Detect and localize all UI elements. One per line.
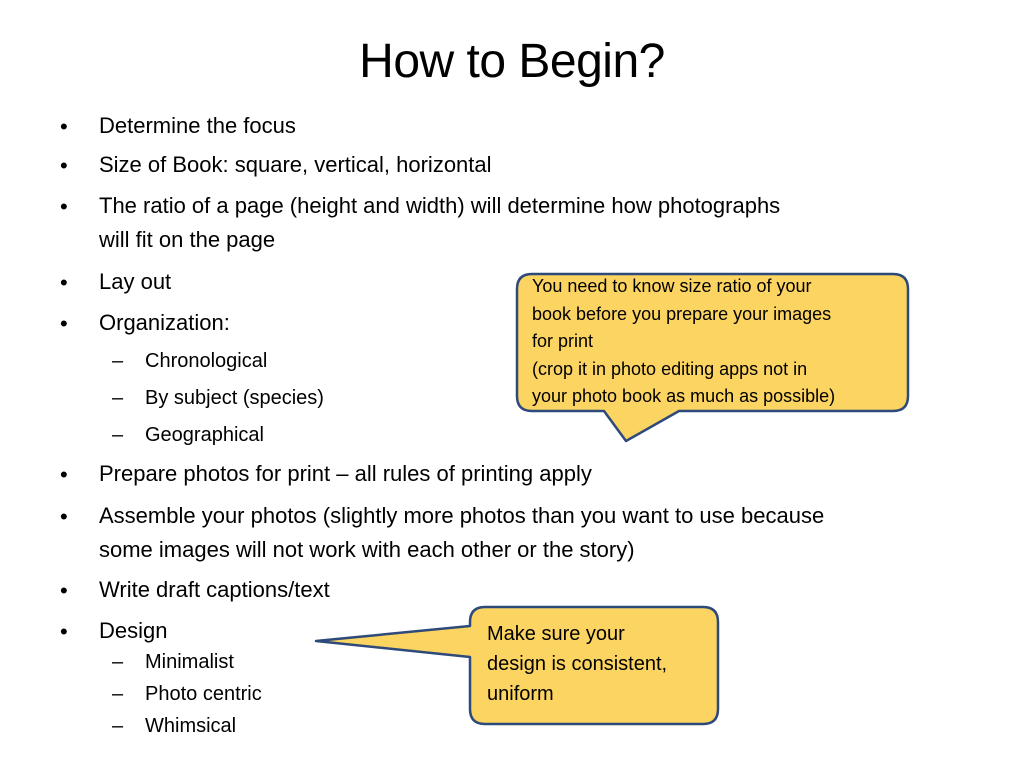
sub-item-text-by-subject: By subject (species) bbox=[145, 387, 324, 409]
bullet-text-design: Design bbox=[99, 618, 168, 643]
sub-item-text-photo-centric: Photo centric bbox=[145, 683, 262, 705]
dash-marker: – bbox=[112, 715, 124, 737]
sub-item-text-whimsical: Whimsical bbox=[145, 715, 237, 737]
bullet-marker: • bbox=[60, 619, 68, 644]
bullet-text-determine-focus: Determine the focus bbox=[99, 113, 296, 138]
sub-item-text-chronological: Chronological bbox=[145, 350, 268, 372]
callout-size-ratio-text: You need to know size ratio of your book before you prepare your images for print (crop it in photo editing apps not in your photo book as much as possible) bbox=[532, 276, 836, 406]
bullet-marker: • bbox=[60, 194, 68, 219]
bullet-text-prepare-photos: Prepare photos for print – all rules of printing apply bbox=[99, 461, 592, 486]
bullet-marker: • bbox=[60, 462, 68, 487]
dash-marker: – bbox=[112, 350, 124, 372]
bullet-marker: • bbox=[60, 114, 68, 139]
bullet-marker: • bbox=[60, 270, 68, 295]
bullet-text-write-captions: Write draft captions/text bbox=[99, 577, 330, 602]
dash-marker: – bbox=[112, 424, 124, 446]
sub-item-text-minimalist: Minimalist bbox=[145, 651, 234, 673]
bullet-marker: • bbox=[60, 504, 68, 529]
bullet-marker: • bbox=[60, 578, 68, 603]
bullet-marker: • bbox=[60, 153, 68, 178]
bullet-text-ratio-of-page: The ratio of a page (height and width) will determine how photographs will fit on the page bbox=[99, 193, 781, 252]
dash-marker: – bbox=[112, 651, 124, 673]
dash-marker: – bbox=[112, 387, 124, 409]
bullet-text-organization: Organization: bbox=[99, 310, 230, 335]
bullet-text-assemble-photos: Assemble your photos (slightly more photos than you want to use because some images will not work with each other or the story) bbox=[99, 503, 825, 562]
callout-design-consistent-text: Make sure your design is consistent, uniform bbox=[487, 623, 668, 705]
slide-title: How to Begin? bbox=[359, 35, 665, 88]
bullet-text-size-of-book: Size of Book: square, vertical, horizontal bbox=[99, 152, 492, 177]
bullet-marker: • bbox=[60, 311, 68, 336]
dash-marker: – bbox=[112, 683, 124, 705]
sub-item-text-geographical: Geographical bbox=[145, 424, 264, 446]
bullet-text-lay-out: Lay out bbox=[99, 269, 172, 294]
